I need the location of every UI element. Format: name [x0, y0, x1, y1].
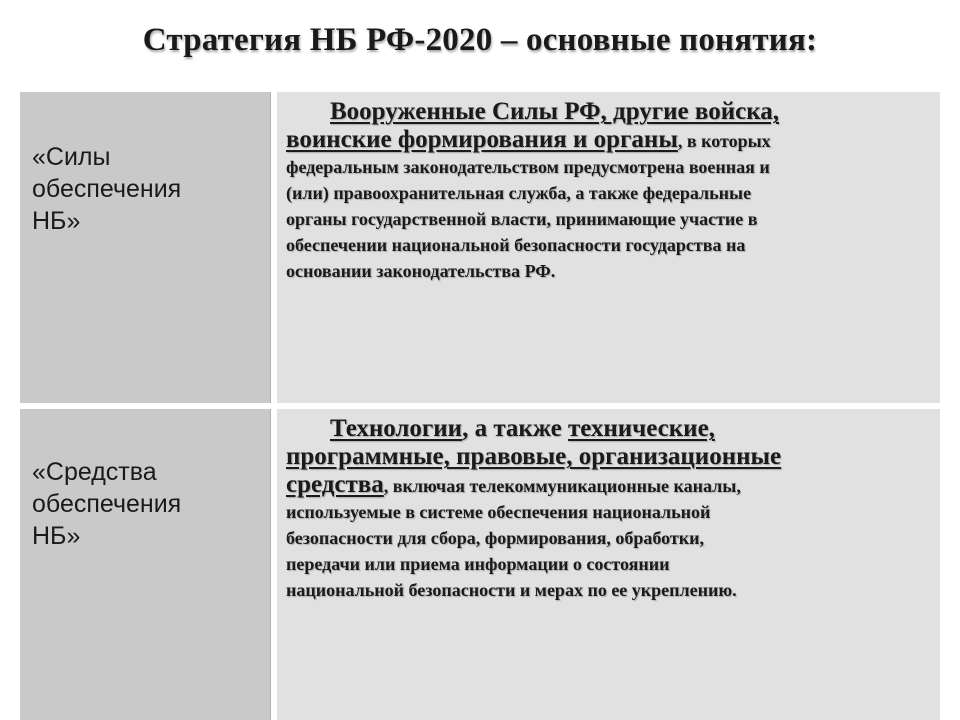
definition-lead: [286, 98, 928, 154]
slide-title: Стратегия НБ РФ-2020 – основные понятия:: [142, 22, 818, 58]
underlined-term: Технологии: [330, 415, 463, 442]
term-cell-means: [20, 409, 271, 720]
definition-line: (или) правоохранительная служба, а также федеральные: [286, 183, 752, 203]
term-means: [32, 456, 181, 552]
definition-means: [286, 415, 928, 603]
term-forces: [32, 141, 181, 237]
definition-text: , включая телекоммуникационные каналы,: [383, 476, 741, 496]
definition-text: , а также: [462, 415, 568, 442]
definition-body: [286, 499, 928, 603]
underlined-term: средства: [286, 471, 384, 498]
definition-line: основании законодательства РФ.: [286, 261, 556, 281]
definition-cell-means: [277, 409, 940, 720]
definition-line: безопасности для сбора, формирования, обработки,: [286, 528, 704, 548]
term-line: НБ»: [32, 522, 81, 550]
definition-line: обеспечении национальной безопасности государства на: [286, 235, 746, 255]
definition-text: , в которых: [677, 131, 771, 151]
underlined-term: программные, правовые, организационные: [286, 443, 782, 470]
term-line: НБ»: [32, 207, 81, 235]
definition-line: национальной безопасности и мерах по ее укреплению.: [286, 580, 737, 600]
definition-line: органы государственной власти, принимающие участие в: [286, 209, 758, 229]
definition-line: используемые в системе обеспечения национальной: [286, 502, 711, 522]
term-line: обеспечения: [32, 490, 182, 518]
term-line: обеспечения: [32, 175, 182, 203]
term-line: «Средства: [32, 458, 157, 486]
underlined-term: воинские формирования и органы: [286, 126, 678, 153]
definition-line: федеральным законодательством предусмотрена военная и: [286, 157, 770, 177]
definition-cell-forces: [277, 92, 940, 403]
term-line: «Силы: [32, 143, 111, 171]
definition-body: [286, 154, 928, 284]
term-cell-forces: [20, 92, 271, 403]
definition-line: передачи или приема информации о состоянии: [286, 554, 670, 574]
underlined-term: Вооруженные Силы РФ, другие войска,: [330, 98, 779, 125]
underlined-term: технические,: [567, 415, 715, 442]
definition-forces: [286, 98, 928, 284]
definition-lead: [286, 415, 928, 499]
